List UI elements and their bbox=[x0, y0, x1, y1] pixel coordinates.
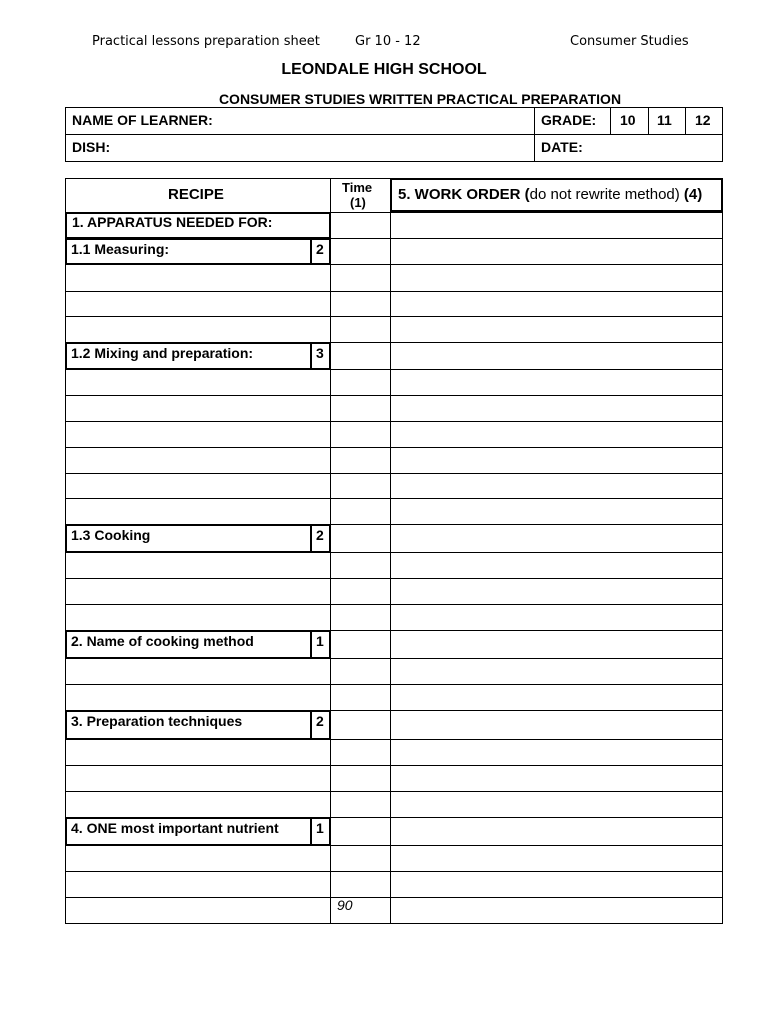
section-label: 1.2 Mixing and preparation: bbox=[71, 345, 254, 361]
section-cooking bbox=[65, 524, 331, 553]
section-label: 1.1 Measuring: bbox=[71, 241, 170, 257]
grade-option-12[interactable]: 12 bbox=[695, 112, 711, 128]
section-label: 4. ONE most important nutrient bbox=[71, 820, 279, 836]
section-marks: 1 bbox=[316, 820, 324, 836]
form-title: CONSUMER STUDIES WRITTEN PRACTICAL PREPARATION bbox=[218, 91, 622, 107]
school-name: LEONDALE HIGH SCHOOL bbox=[281, 61, 487, 78]
grade-option-10[interactable]: 10 bbox=[620, 112, 636, 128]
date-label: DATE: bbox=[541, 139, 583, 155]
section-preparation-techniques bbox=[65, 710, 331, 740]
grade-label: GRADE: bbox=[541, 112, 597, 128]
work-order-instruction: do not rewrite method) bbox=[529, 186, 680, 203]
header-subject: Consumer Studies bbox=[570, 34, 689, 49]
section-label: 3. Preparation techniques bbox=[71, 713, 243, 729]
header-grades: Gr 10 - 12 bbox=[355, 34, 421, 49]
apparatus-heading: 1. APPARATUS NEEDED FOR: bbox=[72, 214, 273, 230]
work-order-marks: (4) bbox=[683, 186, 703, 203]
section-label: 2. Name of cooking method bbox=[71, 633, 254, 649]
header-sheet-title: Practical lessons preparation sheet bbox=[92, 34, 320, 49]
learner-name-label: NAME OF LEARNER: bbox=[72, 112, 213, 128]
section-marks: 2 bbox=[316, 241, 324, 257]
time-total: 90 bbox=[337, 897, 353, 913]
section-nutrient bbox=[65, 817, 331, 846]
section-measuring bbox=[65, 238, 331, 265]
time-marks: (1) bbox=[350, 195, 366, 210]
recipe-column-header: RECIPE bbox=[168, 186, 224, 203]
section-cooking-method bbox=[65, 630, 331, 659]
section-marks: 2 bbox=[316, 527, 324, 543]
work-order-title: 5. WORK ORDER ( bbox=[398, 186, 530, 203]
grade-option-11[interactable]: 11 bbox=[657, 112, 672, 128]
time-column-header: Time bbox=[342, 180, 373, 195]
dish-label: DISH: bbox=[72, 139, 111, 155]
section-marks: 3 bbox=[316, 345, 324, 361]
section-label: 1.3 Cooking bbox=[71, 527, 151, 543]
section-mixing-preparation bbox=[65, 342, 331, 370]
section-marks: 1 bbox=[316, 633, 324, 649]
work-order-header bbox=[398, 186, 702, 203]
section-marks: 2 bbox=[316, 713, 324, 729]
